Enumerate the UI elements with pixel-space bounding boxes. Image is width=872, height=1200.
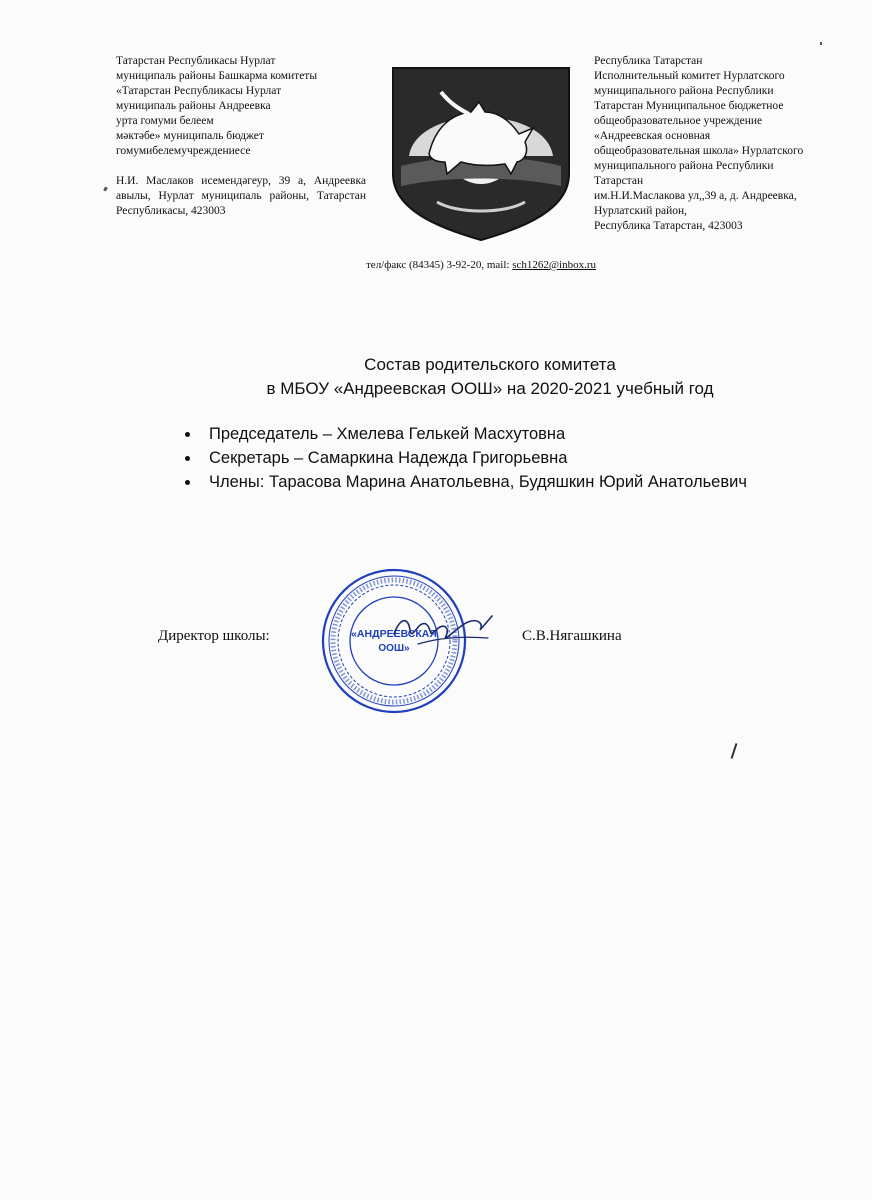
header-left-line: «Татарстан Республикасы Нурлат — [116, 85, 282, 97]
header-right-line: муниципального района Республики — [594, 160, 774, 172]
header-right-line: «Андреевская основная — [594, 130, 711, 142]
coat-of-arms-emblem — [387, 62, 575, 242]
stamp-center-line-1: «АНДРЕЕВСКАЯ — [351, 628, 437, 640]
bullet-icon — [185, 432, 190, 437]
header-left-line: муниципаль районы Андреевка — [116, 100, 271, 112]
stamp-center-line-2: ООШ» — [378, 643, 410, 654]
header-left-line: муниципаль районы Башкарма комитеты — [116, 70, 318, 82]
contact-email-link[interactable]: sch1262@inbox.ru — [512, 259, 596, 271]
member-text: Члены: Тарасова Марина Анатольевна, Будяшкин Юрий Анатольевич — [209, 473, 747, 491]
header-right-line: Татарстан Муниципальное бюджетное — [594, 100, 784, 112]
handwritten-signature — [388, 608, 498, 656]
list-item — [185, 471, 845, 495]
list-item — [185, 447, 845, 471]
header-right-line: Татарстан — [594, 175, 644, 187]
bullet-icon — [185, 480, 190, 485]
header-left-address: Н.И. Маслаков исемендәгеур, 39 а, Андреевка авылы, Нурлат муниципаль районы, Татарстан Республикасы, 423003 — [116, 175, 366, 217]
header-left-line: мәктәбе» муниципаль бюджет — [116, 130, 264, 142]
scan-mark — [731, 743, 738, 759]
document-title-line-2: в МБОУ «Андреевская ООШ» на 2020-2021 учебный год — [266, 379, 714, 398]
scan-speck — [103, 187, 108, 192]
bullet-icon — [185, 456, 190, 461]
header-left-line: урта гомуми белеем — [116, 115, 214, 127]
director-name: С.В.Нягашкина — [522, 628, 622, 644]
header-right-russian — [594, 54, 826, 234]
member-text: Секретарь – Самаркина Надежда Григорьевна — [209, 449, 568, 467]
committee-member-list — [185, 423, 845, 495]
document-title-line-1: Состав родительского комитета — [364, 355, 616, 374]
contact-line — [366, 259, 596, 271]
header-left-tatar — [116, 54, 366, 219]
header-right-line: Республика Татарстан, 423003 — [594, 220, 743, 232]
header-right-line: Нурлатский район, — [594, 205, 688, 217]
header-right-line: муниципального района Республики — [594, 85, 774, 97]
contact-phone: тел/факс (84345) 3-92-20, mail: — [366, 259, 513, 271]
header-right-line: общеобразовательная школа» Нурлатского — [594, 145, 804, 157]
list-item — [185, 423, 845, 447]
header-left-line: Татарстан Республикасы Нурлат — [116, 55, 276, 67]
member-text: Председатель – Хмелева Гелькей Масхутовна — [209, 425, 566, 443]
header-left-line: гомумибелемучреждениесе — [116, 145, 251, 157]
header-right-line: Республика Татарстан — [594, 55, 703, 67]
header-right-line: Исполнительный комитет Нурлатского — [594, 70, 785, 82]
director-label: Директор школы: — [158, 628, 270, 644]
header-right-line: общеобразовательное учреждение — [594, 115, 763, 127]
scan-speck — [820, 42, 822, 45]
header-right-line: им.Н.И.Маслакова ул,,39 а, д. Андреевка, — [594, 190, 797, 202]
